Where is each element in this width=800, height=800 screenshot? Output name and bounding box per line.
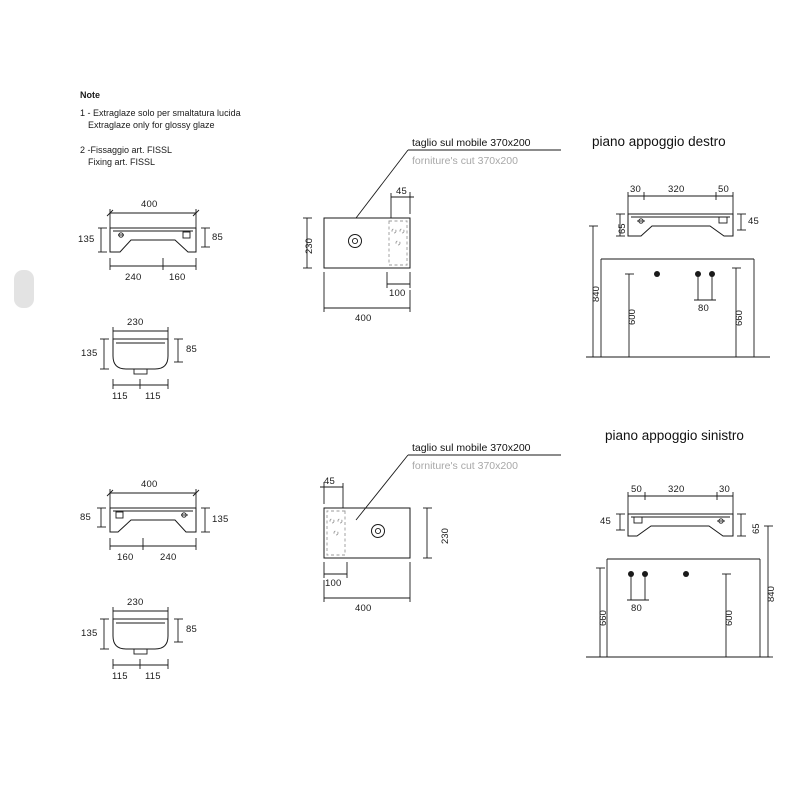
dim-bottom-plan-front-offset: 100 [325, 578, 342, 589]
dim-bottom-front-height-right: 135 [212, 514, 229, 525]
dim-top-front-height-right: 85 [212, 232, 223, 243]
dim-top-wall-a: 30 [630, 184, 641, 195]
dim-bottom-plan-depth: 230 [440, 528, 451, 544]
dim-top-wall-left-h: 65 [617, 223, 628, 234]
dim-bottom-wall-floor: 840 [766, 586, 777, 602]
dim-top-wall-right-h: 45 [748, 216, 759, 227]
notes-line-2: Extraglaze only for glossy glaze [88, 120, 215, 130]
dim-top-wall-side: 660 [734, 310, 745, 326]
dim-bottom-side-sub-left: 115 [112, 671, 128, 682]
dim-bottom-wall-c: 30 [719, 484, 730, 495]
dim-top-wall-spread: 80 [698, 303, 709, 314]
dim-bottom-front-sub-left: 160 [117, 552, 134, 563]
dim-top-wall-floor: 840 [591, 286, 602, 302]
dim-top-plan-width: 400 [355, 313, 372, 324]
dim-top-side-sub-right: 115 [145, 391, 161, 402]
dim-bottom-side-height-left: 135 [81, 628, 98, 639]
heading-piano-appoggio-destro: piano appoggio destro [592, 134, 726, 149]
cut-label-bottom-en: forniture's cut 370x200 [412, 460, 518, 472]
dim-bottom-front-sub-right: 240 [160, 552, 177, 563]
dim-bottom-side-width: 230 [127, 597, 144, 608]
notes-line-1: 1 - Extraglaze solo per smaltatura lucida [80, 108, 241, 118]
cut-label-top-en: forniture's cut 370x200 [412, 155, 518, 167]
dim-bottom-side-sub-right: 115 [145, 671, 161, 682]
dim-bottom-wall-left-h: 45 [600, 516, 611, 527]
dim-bottom-wall-right-h: 65 [751, 523, 762, 534]
dim-bottom-side-height-right: 85 [186, 624, 197, 635]
dim-bottom-front-height-left: 85 [80, 512, 91, 523]
dim-top-wall-b: 320 [668, 184, 685, 195]
dim-bottom-wall-b: 320 [668, 484, 685, 495]
dim-top-plan-front-offset: 100 [389, 288, 406, 299]
dim-top-side-height-left: 135 [81, 348, 98, 359]
dim-bottom-plan-width: 400 [355, 603, 372, 614]
dim-top-plan-depth: 230 [304, 238, 315, 254]
dim-bottom-wall-tap: 600 [724, 610, 735, 626]
dim-top-side-width: 230 [127, 317, 144, 328]
dim-top-front-sub-left: 240 [125, 272, 142, 283]
dim-bottom-wall-side: 660 [598, 610, 609, 626]
dim-top-wall-c: 50 [718, 184, 729, 195]
dim-top-side-sub-left: 115 [112, 391, 128, 402]
heading-piano-appoggio-sinistro: piano appoggio sinistro [605, 428, 744, 443]
dim-bottom-wall-spread: 80 [631, 603, 642, 614]
notes-heading: Note [80, 90, 100, 100]
cut-label-bottom-it: taglio sul mobile 370x200 [412, 442, 531, 454]
cut-label-top-it: taglio sul mobile 370x200 [412, 137, 531, 149]
dim-top-front-height-left: 135 [78, 234, 95, 245]
notes-line-4: Fixing art. FISSL [88, 157, 156, 167]
dim-top-front-width: 400 [141, 199, 158, 210]
dim-top-wall-tap: 600 [627, 309, 638, 325]
dim-bottom-wall-a: 50 [631, 484, 642, 495]
dim-bottom-plan-back-offset: 45 [324, 476, 335, 487]
dim-top-front-sub-right: 160 [169, 272, 186, 283]
notes-line-3: 2 -Fissaggio art. FISSL [80, 145, 173, 155]
dim-bottom-front-width: 400 [141, 479, 158, 490]
dim-top-plan-back-offset: 45 [396, 186, 407, 197]
dim-top-side-height-right: 85 [186, 344, 197, 355]
